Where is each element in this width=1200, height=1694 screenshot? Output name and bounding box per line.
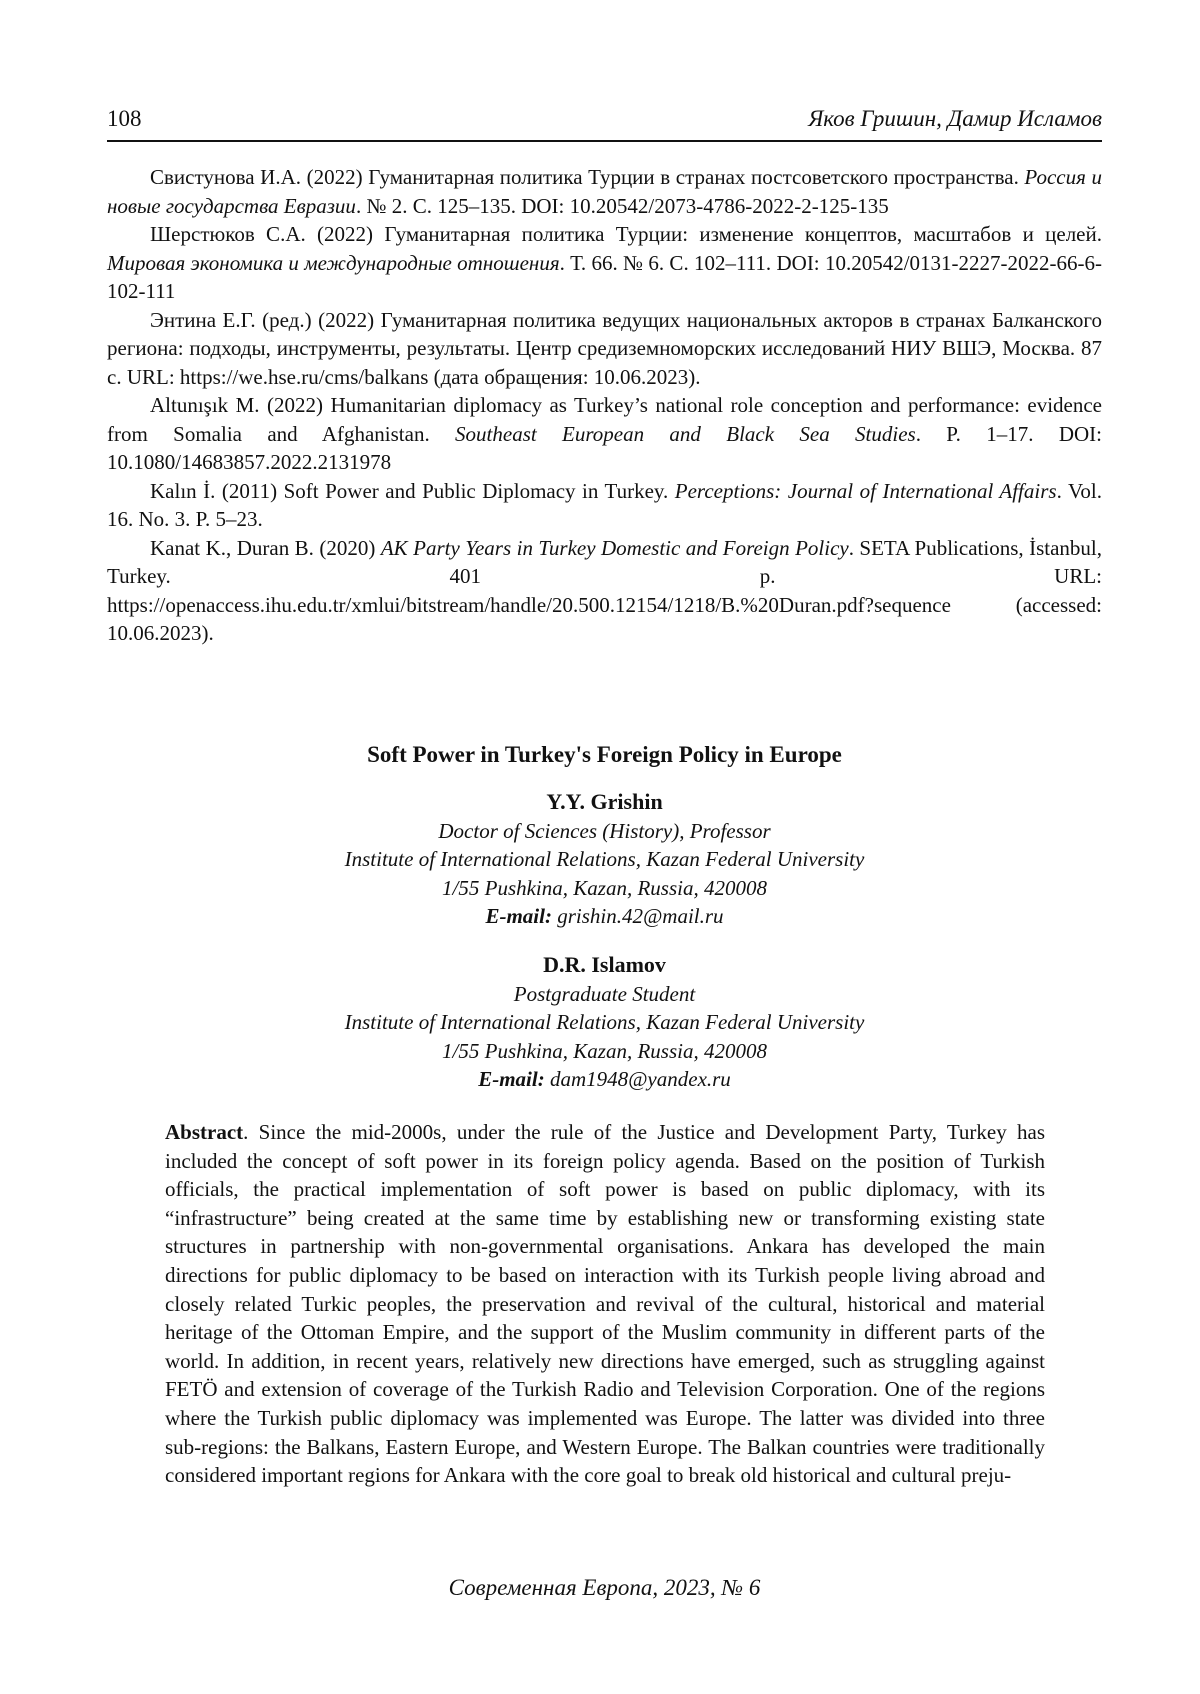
author-address: 1/55 Pushkina, Kazan, Russia, 420008 — [442, 875, 767, 900]
reference-item: Энтина Е.Г. (ред.) (2022) Гуманитарная политика ведущих национальных акторов в странах Балканского региона: подходы, инструменты, результаты. Центр средиземноморских исследований НИУ ВШЭ, Москва. 87 с. URL: https://we.hse.ru/cms/balkans (дата обращения: 10.06.2023). — [107, 307, 1102, 389]
author-institution: Institute of International Relations, Kazan Federal University — [344, 847, 865, 871]
author-degree: Doctor of Sciences (History), Professor — [438, 818, 771, 843]
reference-source: Southeast European and Black Sea Studies — [455, 421, 916, 446]
author-institution: Institute of International Relations, Kazan Federal University — [344, 1010, 865, 1034]
abstract — [165, 1118, 1045, 1490]
reference-item: Kalın İ. (2011) Soft Power and Public Diplomacy in Turkey. Perceptions: Journal of International Affairs. Vol. 16. No. 3. P. 5–23. — [107, 478, 1102, 531]
author-block — [107, 951, 1102, 1094]
abstract-text: . Since the mid-2000s, under the rule of the Justice and Development Party, Turkey has included the concept of soft power in its foreign policy agenda. Based on the position of Turkish officials, the practical implementation of soft power is based on public diplomacy, with its “infrastructure” being created at the same time by establishing new or transforming existing state structures in partnership with non-governmental organisations. Ankara has developed the main directions for public diplomacy to be based on interaction with its Turkish people living abroad and closely related Turkic peoples, the preservation and revival of the cultural, historical and material heritage of the Ottoman Empire, and the support of the Muslim community in different parts of the world. In addition, in recent years, relatively new directions have emerged, such as struggling against FETÖ and extension of coverage of the Turkish Radio and Television Corporation. One of the regions where the Turkish public diplomacy was implemented was Europe. The latter was divided into three sub-regions: the Balkans, Eastern Europe, and Western Europe. The Balkan countries were traditionally considered important regions for Ankara with the core goal to break old historical and cultural preju- — [165, 1120, 1045, 1488]
article-title: Soft Power in Turkey's Foreign Policy in Europe — [367, 742, 842, 767]
author-address: 1/55 Pushkina, Kazan, Russia, 420008 — [442, 1038, 767, 1063]
author-degree: Postgraduate Student — [513, 981, 696, 1006]
author-email-line — [107, 902, 1102, 931]
abstract-label: Abstract — [165, 1120, 244, 1144]
reference-item: Шерстюков С.А. (2022) Гуманитарная политика Турции: изменение концептов, масштабов и целей. Мировая экономика и международные отношения. Т. 66. № 6. С. 102–111. DOI: 10.20542/0131-2227-2022-66-6-102-111 — [107, 222, 1102, 303]
author-email[interactable]: dam1948@yandex.ru — [549, 1067, 731, 1091]
author-email-line — [107, 1065, 1102, 1094]
reference-list — [107, 163, 1102, 648]
author-name: D.R. Islamov — [543, 952, 666, 977]
reference-item: Altunışık M. (2022) Humanitarian diplomacy as Turkey’s national role conception and performance: evidence from Somalia and Afghanistan. Southeast European and Black Sea Studies. P. 1–17. DOI: 10.1080/14683857.2022.2131978 — [107, 393, 1102, 474]
reference-link[interactable]: https://openaccess.ihu.edu.tr/xmlui/bitstream/handle/20.500.12154/1218/B.%20Duran.pdf?sequence — [107, 592, 951, 617]
reference-source: Россия и новые государства Евразии — [107, 165, 1102, 218]
author-block — [107, 788, 1102, 931]
running-header-authors: Яков Гришин, Дамир Исламов — [808, 106, 1102, 131]
page-number: 108 — [107, 106, 142, 131]
reference-item: Kanat K., Duran B. (2020) AK Party Years in Turkey Domestic and Foreign Policy. SETA Publications, İstanbul, Turkey. 401 p. URL: — [107, 535, 1102, 588]
author-email[interactable]: grishin.42@mail.ru — [557, 904, 724, 928]
running-header — [107, 106, 1102, 142]
journal-footer: Современная Европа, 2023, № 6 — [448, 1575, 761, 1600]
email-label: E-mail: — [485, 904, 552, 928]
reference-source: Perceptions: Journal of International Affairs — [674, 478, 1057, 503]
author-name: Y.Y. Grishin — [546, 789, 663, 814]
reference-url: https://openaccess.ihu.edu.tr/xmlui/bitstream/handle/20.500.12154/1218/B.%20Duran.pdf?sequence (accessed: 10.06.2023). — [107, 592, 1102, 645]
reference-source: Мировая экономика и международные отношения — [107, 250, 560, 275]
reference-item: Свистунова И.А. (2022) Гуманитарная политика Турции в странах постсоветского пространства. Россия и новые государства Евразии. № 2. С. 125–135. DOI: 10.20542/2073-4786-2022-2-125-135 — [107, 165, 1102, 218]
reference-source: AK Party Years in Turkey Domestic and Foreign Policy — [380, 535, 849, 560]
email-label: E-mail: — [478, 1067, 545, 1091]
